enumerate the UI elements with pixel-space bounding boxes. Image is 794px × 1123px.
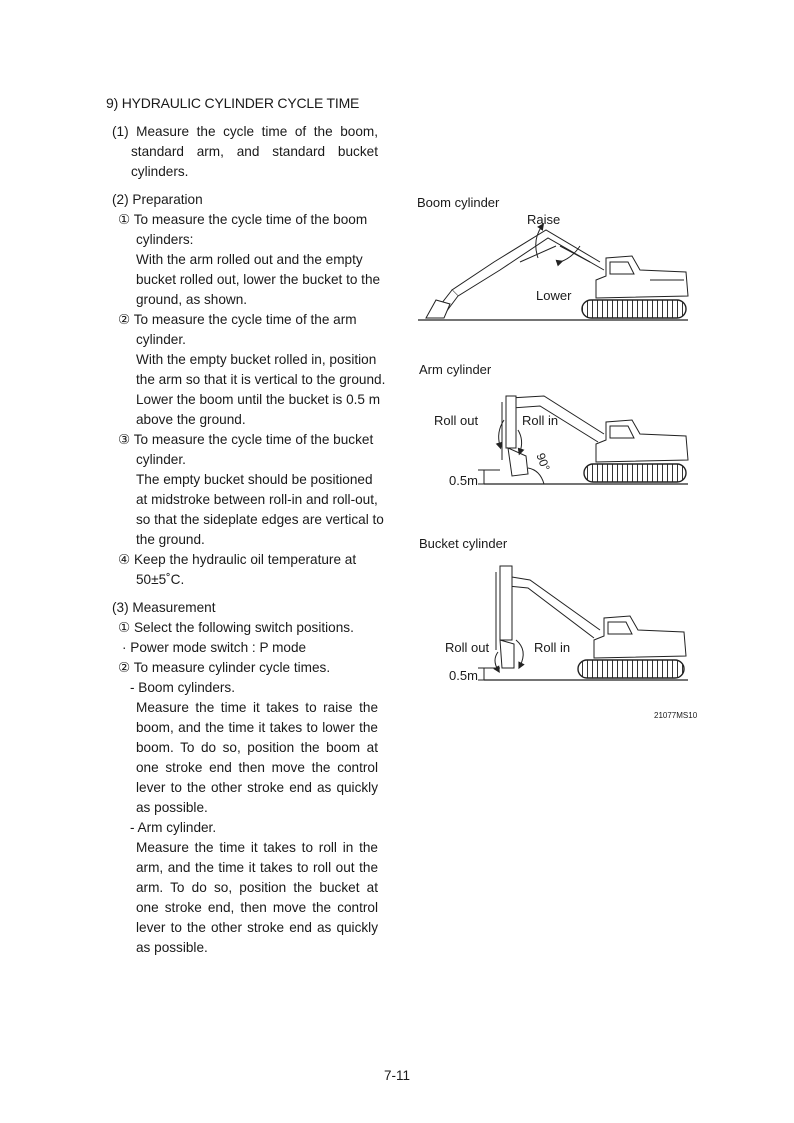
- meas-step-2-line: boom, and the time it takes to lower the: [136, 720, 378, 735]
- meas-step-2-line: arm. To do so, position the bucket at: [136, 880, 378, 895]
- prep-step-4-line: 50±5˚C.: [136, 572, 185, 587]
- meas-step-2-line: one stroke end, then move the control: [136, 900, 378, 915]
- prep-step-3-line: so that the sideplate edges are vertical to: [136, 512, 384, 527]
- bucket-icon: [500, 640, 514, 668]
- arm-cylinder-figure: [478, 396, 688, 484]
- arm-icon: [506, 396, 516, 448]
- prep-step-2-line: Lower the boom until the bucket is 0.5 m: [136, 392, 381, 407]
- prep-step-3-line: the ground.: [136, 532, 205, 547]
- bucket-cylinder-figure: [478, 566, 688, 680]
- lower-label: Lower: [536, 288, 572, 303]
- meas-step-2-line: arm, and the time it takes to roll out the: [136, 860, 378, 875]
- prep-step-3-line: The empty bucket should be positioned: [136, 472, 373, 487]
- bucket-height-label: 0.5m: [449, 668, 478, 683]
- arm-figure-title: Arm cylinder: [419, 362, 492, 377]
- track-icon: [578, 660, 684, 678]
- track-icon: [582, 300, 686, 318]
- meas-step-2-line: - Arm cylinder.: [130, 820, 217, 835]
- arm-roll-out-label: Roll out: [434, 413, 479, 428]
- meas-step-2-line: - Boom cylinders.: [130, 680, 236, 695]
- bucket-figure-title: Bucket cylinder: [419, 536, 508, 551]
- preparation-title: (2) Preparation: [112, 192, 203, 207]
- prep-step-2-line: the arm so that it is vertical to the ground.: [136, 372, 386, 387]
- prep-step-3-line: ③ To measure the cycle time of the bucket: [118, 432, 374, 447]
- bucket-icon: [426, 300, 450, 318]
- prep-step-2-line: ② To measure the cycle time of the arm: [118, 312, 357, 327]
- prep-step-3-line: at midstroke between roll-in and roll-out,: [136, 492, 378, 507]
- meas-step-2-line: ② To measure cylinder cycle times.: [118, 660, 331, 675]
- prep-step-2-line: With the empty bucket rolled in, position: [136, 352, 377, 367]
- prep-step-1-line: ground, as shown.: [136, 292, 248, 307]
- prep-step-1-line: cylinders:: [136, 232, 194, 247]
- bucket-roll-out-label: Roll out: [445, 640, 490, 655]
- meas-step-2-line: Measure the time it takes to raise the: [136, 700, 378, 715]
- roll-in-arrow-icon: [518, 430, 522, 452]
- item-1-line: (1) Measure the cycle time of the boom,: [112, 124, 378, 139]
- prep-step-2-line: cylinder.: [136, 332, 186, 347]
- meas-step-2-line: boom. To do so, position the boom at: [136, 740, 378, 755]
- prep-step-3-line: cylinder.: [136, 452, 186, 467]
- meas-step-1-line: · Power mode switch : P mode: [122, 640, 307, 655]
- bucket-roll-in-label: Roll in: [534, 640, 571, 655]
- meas-step-1-line: ① Select the following switch positions.: [118, 620, 354, 635]
- prep-step-1-line: ① To measure the cycle time of the boom: [118, 212, 368, 227]
- meas-step-2-line: as possible.: [136, 800, 208, 815]
- arm-roll-in-label: Roll in: [522, 413, 559, 428]
- angle-label: 90°: [533, 451, 553, 473]
- meas-step-2-line: lever to the other stroke end as quickly: [136, 920, 378, 935]
- meas-step-2-line: as possible.: [136, 940, 208, 955]
- item-1-line: standard arm, and standard bucket: [131, 144, 378, 159]
- boom-icon: [506, 576, 600, 638]
- figure-code: 21077MS10: [654, 711, 698, 720]
- meas-step-2-line: lever to the other stroke end as quickly: [136, 780, 378, 795]
- track-icon: [584, 464, 686, 482]
- boom-cylinder-figure: [418, 226, 688, 320]
- boom-figure-title: Boom cylinder: [417, 195, 500, 210]
- arm-icon: [500, 566, 512, 640]
- measurement-title: (3) Measurement: [112, 600, 216, 615]
- raise-label: Raise: [527, 212, 561, 227]
- page-number: 7-11: [383, 1068, 411, 1083]
- boom-icon: [452, 230, 604, 296]
- roll-out-arrow-icon: [499, 420, 504, 446]
- arm-height-label: 0.5m: [449, 473, 478, 488]
- section-heading: 9) HYDRAULIC CYLINDER CYCLE TIME: [106, 95, 360, 111]
- roll-out-arrow-icon: [495, 652, 498, 670]
- bucket-icon: [508, 448, 528, 476]
- roll-in-arrow-icon: [516, 640, 523, 666]
- prep-step-1-line: bucket rolled out, lower the bucket to the: [136, 272, 381, 287]
- prep-step-1-line: With the arm rolled out and the empty: [136, 252, 363, 267]
- prep-step-4-line: ④ Keep the hydraulic oil temperature at: [118, 552, 357, 567]
- meas-step-2-line: Measure the time it takes to roll in the: [136, 840, 378, 855]
- prep-step-2-line: above the ground.: [136, 412, 246, 427]
- meas-step-2-line: one stroke end then move the control: [136, 760, 378, 775]
- item-1-line: cylinders.: [131, 164, 189, 179]
